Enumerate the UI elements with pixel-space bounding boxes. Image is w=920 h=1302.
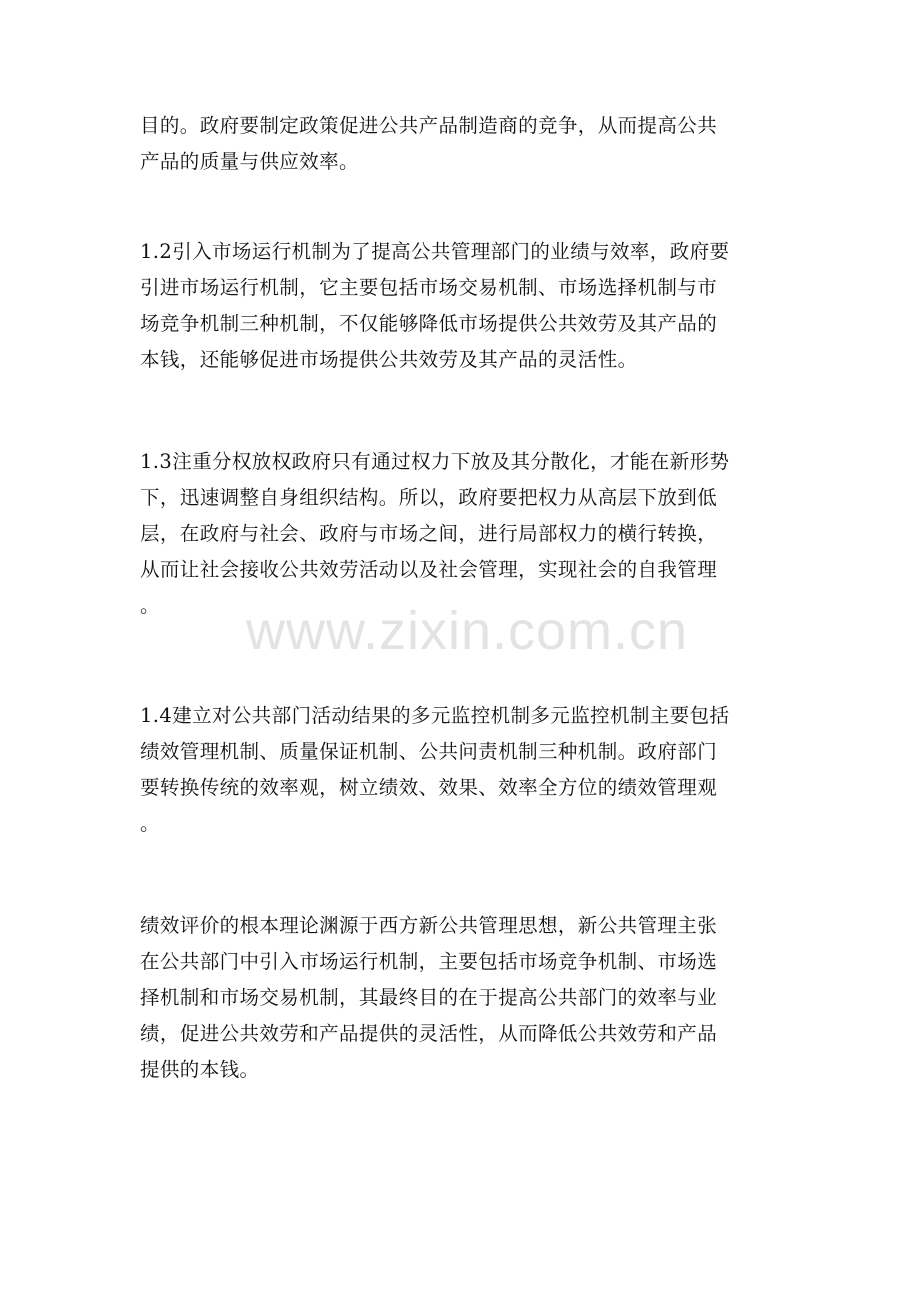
paragraph-line: 绩效评价的根本理论渊源于西方新公共管理思想，新公共管理主张 bbox=[140, 914, 718, 937]
paragraph-line: 绩效管理机制、质量保证机制、公共问责机制三种机制。政府部门 bbox=[140, 740, 718, 763]
paragraph-line: 要转换传统的效率观，树立绩效、效果、效率全方位的绩效管理观 bbox=[140, 776, 718, 799]
paragraph-line: 择机制和市场交易机制，其最终目的在于提高公共部门的效率与业 bbox=[140, 986, 718, 1009]
paragraph-3 bbox=[140, 444, 780, 624]
paragraph-2 bbox=[140, 234, 780, 378]
paragraph-line: 1.3注重分权放权政府只有通过权力下放及其分散化，才能在新形势 bbox=[140, 450, 730, 473]
paragraph-line: 场竞争机制三种机制，不仅能够降低市场提供公共效劳及其产品的 bbox=[140, 312, 718, 335]
paragraph-line: 在公共部门中引入市场运行机制，主要包括市场竞争机制、市场选 bbox=[140, 950, 718, 973]
paragraph-line: 下，迅速调整自身组织结构。所以，政府要把权力从高层下放到低 bbox=[140, 486, 718, 509]
paragraph-line: 层，在政府与社会、政府与市场之间，进行局部权力的横行转换， bbox=[140, 522, 718, 545]
paragraph-line: 1.2引入市场运行机制为了提高公共管理部门的业绩与效率，政府要 bbox=[140, 240, 730, 263]
paragraph-line: 绩，促进公共效劳和产品提供的灵活性，从而降低公共效劳和产品 bbox=[140, 1022, 718, 1045]
watermark: www.zixin.com.cn bbox=[245, 601, 689, 661]
paragraph-line: 引进市场运行机制，它主要包括市场交易机制、市场选择机制与市 bbox=[140, 276, 718, 299]
paragraph-line: 本钱，还能够促进市场提供公共效劳及其产品的灵活性。 bbox=[140, 348, 638, 371]
paragraph-1 bbox=[140, 108, 780, 180]
paragraph-line: 。 bbox=[140, 594, 160, 617]
paragraph-line: 提供的本钱。 bbox=[140, 1058, 260, 1081]
paragraph-line: 。 bbox=[140, 812, 160, 835]
paragraph-line: 目的。政府要制定政策促进公共产品制造商的竞争，从而提高公共 bbox=[140, 114, 718, 137]
paragraph-line: 1.4建立对公共部门活动结果的多元监控机制多元监控机制主要包括 bbox=[140, 704, 730, 727]
paragraph-4 bbox=[140, 698, 780, 842]
paragraph-line: 从而让社会接收公共效劳活动以及社会管理，实现社会的自我管理 bbox=[140, 558, 718, 581]
paragraph-line: 产品的质量与供应效率。 bbox=[140, 150, 359, 173]
paragraph-5 bbox=[140, 908, 780, 1088]
